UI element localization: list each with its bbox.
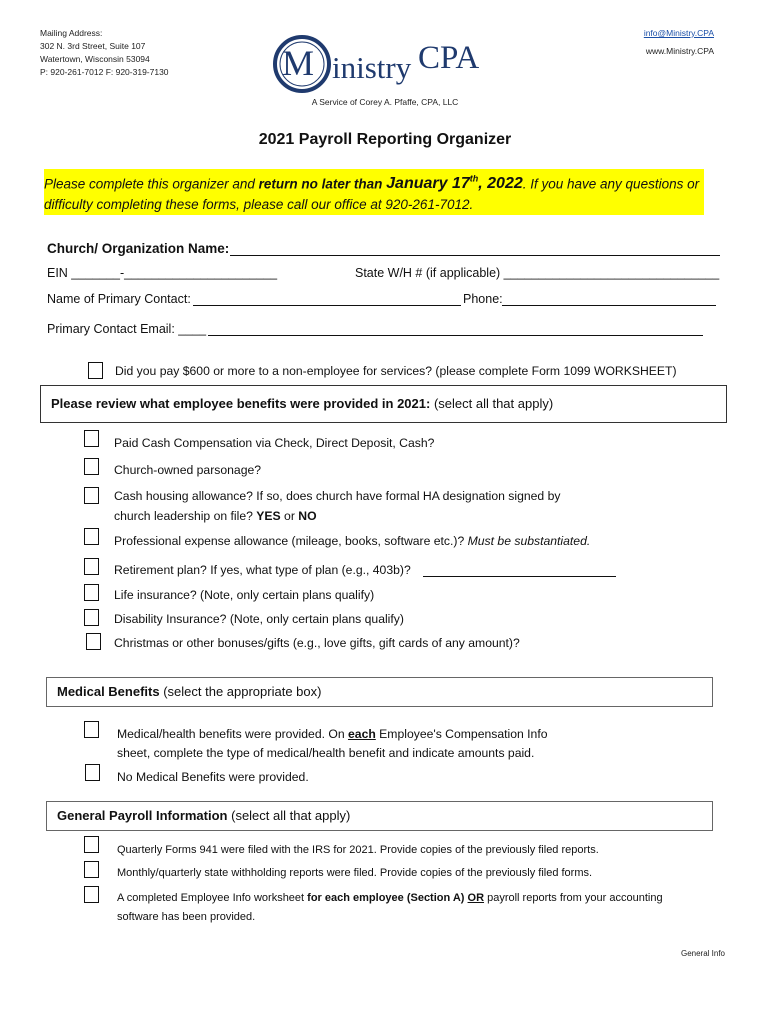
life-insurance-label: Life insurance? (Note, only certain plans qualify) bbox=[114, 588, 375, 602]
no-medical-checkbox[interactable] bbox=[85, 764, 100, 781]
website-text: www.Ministry.CPA bbox=[645, 46, 714, 56]
christmas-bonus-label: Christmas or other bonuses/gifts (e.g., love gifts, gift cards of any amount)? bbox=[114, 636, 520, 650]
medical-provided-line1: Medical/health benefits were provided. On each Employee's Compensation Info bbox=[117, 727, 548, 741]
org-name-field[interactable] bbox=[230, 255, 720, 256]
nonemployee-question: Did you pay $600 or more to a non-employee for services? (please complete Form 1099 WORKSHEET) bbox=[115, 364, 677, 378]
mailing-address bbox=[40, 27, 169, 79]
phone-label: Phone: bbox=[463, 292, 503, 306]
logo-initial: M bbox=[282, 43, 315, 83]
ein-field[interactable]: EIN _______-______________________ bbox=[47, 266, 278, 280]
page-title: 2021 Payroll Reporting Organizer bbox=[258, 131, 512, 148]
parsonage-label: Church-owned parsonage? bbox=[114, 463, 262, 477]
professional-expense-label: Professional expense allowance (mileage, books, software etc.)? Must be substantiated. bbox=[114, 534, 591, 548]
contact-links bbox=[644, 27, 714, 58]
state-withholding-checkbox[interactable] bbox=[84, 861, 99, 878]
medical-header-text: Medical Benefits (select the appropriate box) bbox=[57, 684, 322, 699]
deadline-notice bbox=[44, 169, 704, 215]
housing-label-line2: church leadership on file? YES or NO bbox=[114, 509, 317, 523]
retirement-checkbox[interactable] bbox=[84, 558, 99, 575]
org-name-label: Church/ Organization Name: bbox=[47, 241, 230, 256]
no-option[interactable]: NO bbox=[298, 509, 317, 523]
city-state-zip: Watertown, Wisconsin 53094 bbox=[40, 54, 150, 64]
medical-provided-checkbox[interactable] bbox=[84, 721, 99, 738]
retirement-label: Retirement plan? If yes, what type of plan (e.g., 403b)? bbox=[114, 563, 411, 577]
state-withholding-label: Monthly/quarterly state withholding reports were filed. Provide copies of the previously filed forms. bbox=[117, 867, 593, 879]
medical-provided-line2: sheet, complete the type of medical/health benefit and indicate amounts paid. bbox=[117, 746, 535, 760]
logo-word-ministry: inistry bbox=[332, 50, 412, 85]
tagline: A Service of Corey A. Pfaffe, CPA, LLC bbox=[311, 97, 459, 107]
life-insurance-checkbox[interactable] bbox=[84, 584, 99, 601]
employee-info-line2: software has been provided. bbox=[117, 911, 256, 923]
phone-fax: P: 920-261-7012 F: 920-319-7130 bbox=[40, 67, 169, 77]
notice-bold: return no later than bbox=[258, 176, 387, 192]
yes-option[interactable]: YES bbox=[256, 509, 281, 523]
professional-expense-checkbox[interactable] bbox=[84, 528, 99, 545]
general-header-text: General Payroll Information (select all that apply) bbox=[57, 808, 351, 823]
employee-info-checkbox[interactable] bbox=[84, 886, 99, 903]
nonemployee-checkbox[interactable] bbox=[88, 362, 103, 379]
parsonage-checkbox[interactable] bbox=[84, 458, 99, 475]
email-label: Primary Contact Email: ____ bbox=[47, 322, 207, 336]
email-field[interactable] bbox=[208, 335, 703, 336]
benefits-header-text: Please review what employee benefits were provided in 2021: (select all that apply) bbox=[51, 396, 554, 411]
phone-field[interactable] bbox=[502, 305, 716, 306]
state-wh-field[interactable]: State W/H # (if applicable) _______________________________ bbox=[355, 266, 720, 280]
retirement-plan-field[interactable] bbox=[423, 576, 616, 577]
primary-contact-label: Name of Primary Contact: bbox=[47, 292, 191, 306]
disability-checkbox[interactable] bbox=[84, 609, 99, 626]
housing-allowance-checkbox[interactable] bbox=[84, 487, 99, 504]
cash-comp-label: Paid Cash Compensation via Check, Direct Deposit, Cash? bbox=[114, 436, 435, 450]
deadline-date: January 17th, 2022 bbox=[386, 174, 523, 193]
ministry-cpa-logo bbox=[272, 34, 504, 94]
notice-text-1: Please complete this organizer and bbox=[44, 176, 259, 192]
disability-label: Disability Insurance? (Note, only certain plans qualify) bbox=[114, 612, 404, 626]
notice-text-2: . If you have any questions or difficulty completing these forms, please call our office at 920-261-7012. bbox=[44, 176, 700, 213]
medical-section-header bbox=[46, 677, 713, 707]
email-link[interactable]: info@Ministry.CPA bbox=[643, 28, 714, 38]
footer-label: General Info bbox=[680, 949, 725, 958]
benefits-section-header bbox=[40, 385, 727, 423]
employee-info-line1: A completed Employee Info worksheet for each employee (Section A) OR payroll reports from your accounting bbox=[117, 892, 663, 904]
mailing-label: Mailing Address: bbox=[40, 28, 103, 38]
cash-comp-checkbox[interactable] bbox=[84, 430, 99, 447]
quarterly-941-checkbox[interactable] bbox=[84, 836, 99, 853]
housing-label-line1: Cash housing allowance? If so, does church have formal HA designation signed by bbox=[114, 489, 561, 503]
quarterly-941-label: Quarterly Forms 941 were filed with the IRS for 2021. Provide copies of the previously filed reports. bbox=[117, 844, 599, 856]
primary-contact-field[interactable] bbox=[193, 305, 461, 306]
christmas-bonus-checkbox[interactable] bbox=[86, 633, 101, 650]
logo-word-cpa: CPA bbox=[418, 40, 480, 76]
general-section-header bbox=[46, 801, 713, 831]
no-medical-label: No Medical Benefits were provided. bbox=[117, 770, 309, 784]
street-address: 302 N. 3rd Street, Suite 107 bbox=[40, 41, 146, 51]
